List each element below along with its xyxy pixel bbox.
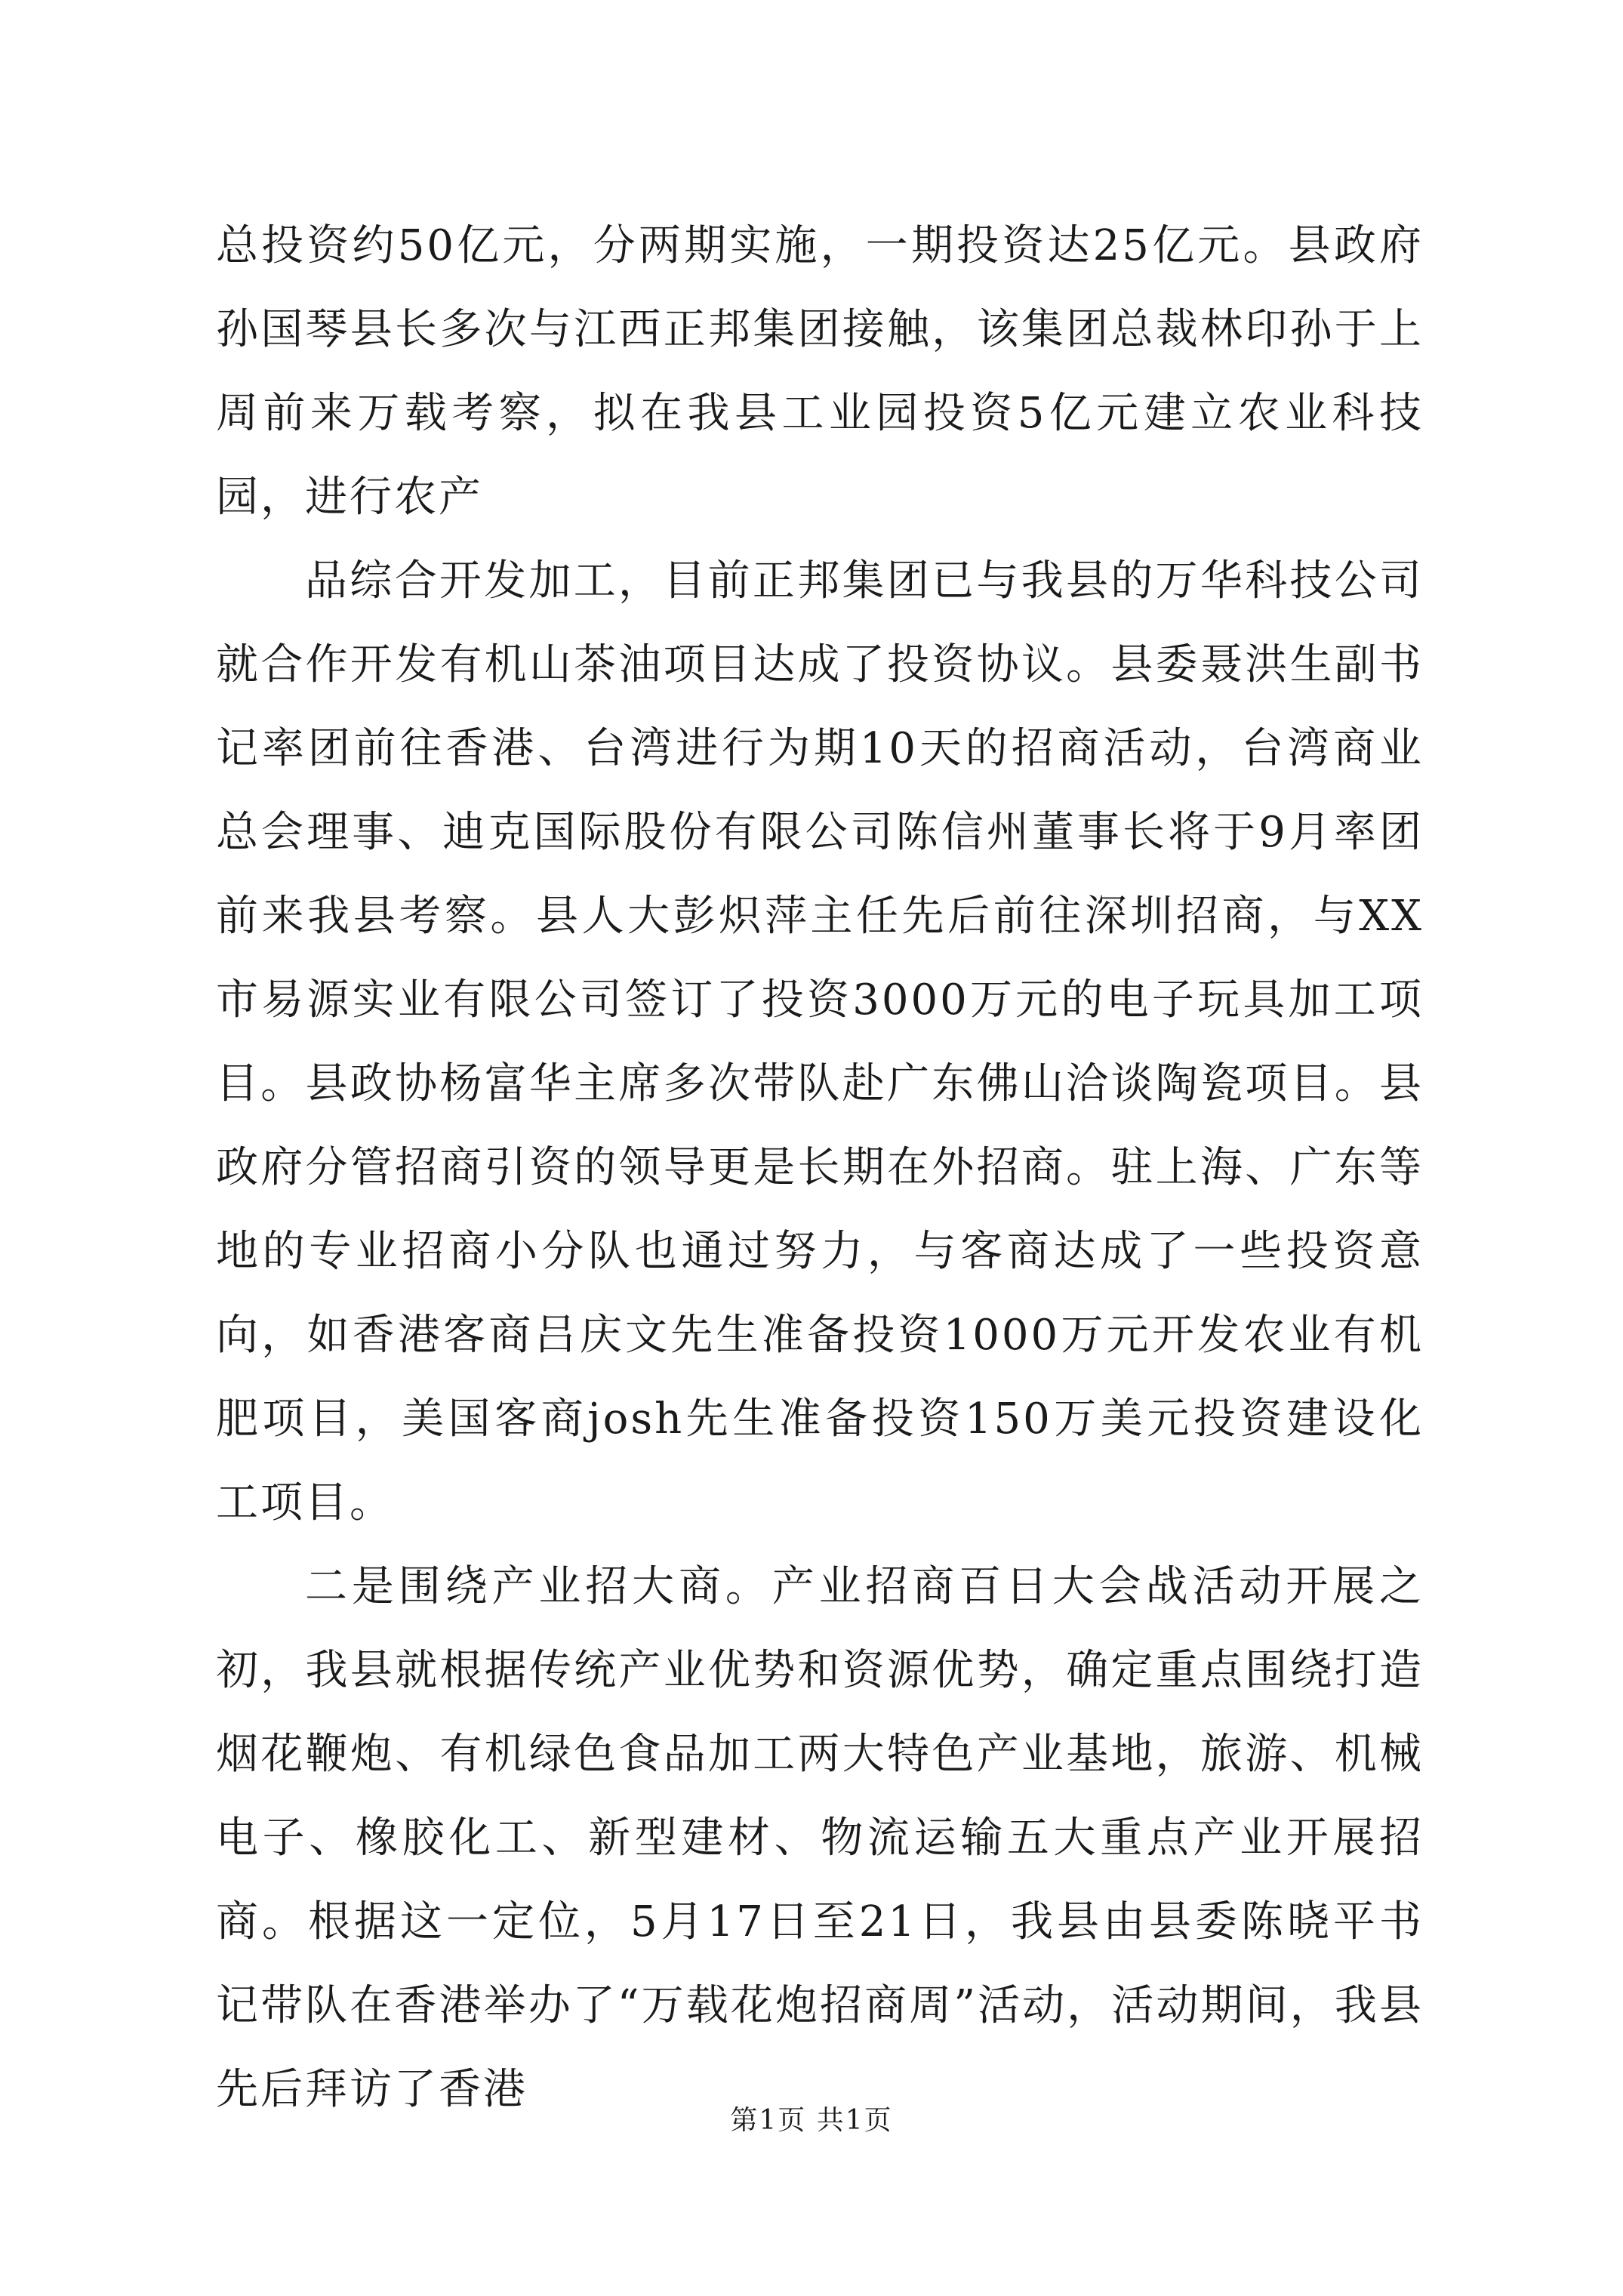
page-number-label: 第1页 共1页: [730, 2105, 893, 2136]
paragraph-2: 品综合开发加工，目前正邦集团已与我县的万华科技公司就合作开发有机山茶油项目达成了投资协议。县委聂洪生副书记率团前往香港、台湾进行为期10天的招商活动，台湾商业总会理事、迪克国际股份有限公司陈信州董事长将于9月率团前来我县考察。县人大彭炽萍主任先后前往深圳招商，与XX市易源实业有限公司签订了投资3000万元的电子玩具加工项目。县政协杨富华主席多次带队赴广东佛山洽谈陶瓷项目。县政府分管招商引资的领导更是长期在外招商。驻上海、广东等地的专业招商小分队也通过努力，与客商达成了一些投资意向，如香港客商吕庆文先生准备投资1000万元开发农业有机肥项目，美国客商josh先生准备投资150万美元投资建设化工项目。: [216, 556, 1424, 1527]
paragraph-1: 总投资约50亿元，分两期实施，一期投资达25亿元。县政府孙国琴县长多次与江西正邦集团接触，该集团总裁林印孙于上周前来万载考察，拟在我县工业园投资5亿元建立农业科技园，进行农产: [216, 221, 1424, 522]
paragraph-3: 二是围绕产业招大商。产业招商百日大会战活动开展之初，我县就根据传统产业优势和资源优势，确定重点围绕打造烟花鞭炮、有机绿色食品加工两大特色产业基地，旅游、机械电子、橡胶化工、新型建材、物流运输五大重点产业开展招商。根据这一定位，5月17日至21日，我县由县委陈晓平书记带队在香港举办了“万载花炮招商周”活动，活动期间，我县先后拜访了香港: [216, 1562, 1424, 2114]
document-body: [216, 204, 1424, 2131]
page-footer: [0, 2103, 1623, 2139]
